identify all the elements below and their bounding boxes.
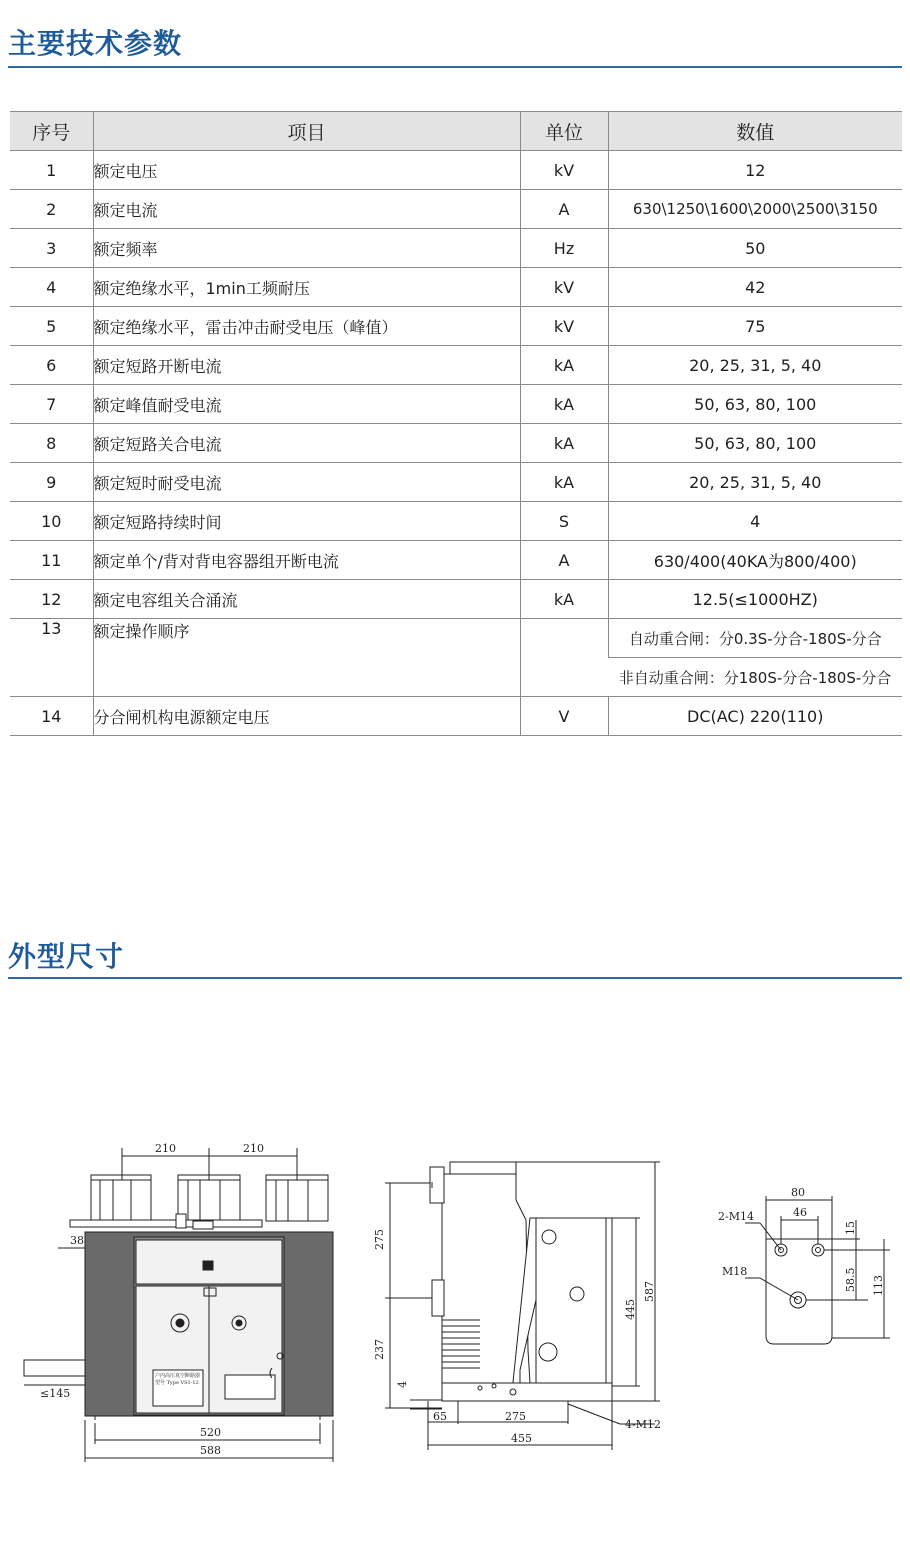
cell-no: 3 bbox=[10, 229, 93, 268]
dim-275-vertical: 275 bbox=[373, 1229, 386, 1250]
table-row bbox=[10, 385, 902, 424]
cell-value: 20, 25, 31, 5, 40 bbox=[608, 346, 902, 385]
header-item: 项目 bbox=[93, 112, 520, 151]
dim-65: 65 bbox=[433, 1410, 447, 1423]
spec-table bbox=[10, 111, 902, 736]
cell-unit: Hz bbox=[520, 229, 608, 268]
section-title-dimensions: 外型尺寸 bbox=[8, 940, 125, 973]
label-2-m14: 2-M14 bbox=[718, 1210, 754, 1223]
cell-unit: kV bbox=[520, 307, 608, 346]
cell-unit: kA bbox=[520, 346, 608, 385]
cell-item: 额定峰值耐受电流 bbox=[93, 385, 520, 424]
terminal-detail bbox=[718, 1186, 890, 1344]
table-row bbox=[10, 151, 902, 190]
cell-no: 4 bbox=[10, 268, 93, 307]
dim-587: 587 bbox=[643, 1281, 656, 1302]
cell-item: 额定单个/背对背电容器组开断电流 bbox=[93, 541, 520, 580]
table-row bbox=[10, 463, 902, 502]
panel-label-type: 户内高压真空断路器 bbox=[155, 1373, 201, 1379]
cell-unit: kA bbox=[520, 385, 608, 424]
dim-15: 15 bbox=[844, 1221, 857, 1235]
header-value: 数值 bbox=[608, 112, 902, 151]
cell-no: 6 bbox=[10, 346, 93, 385]
cell-no: 11 bbox=[10, 541, 93, 580]
dim-237: 237 bbox=[373, 1339, 386, 1360]
label-m18: M18 bbox=[722, 1265, 748, 1278]
cell-no: 14 bbox=[10, 697, 93, 736]
dim-455: 455 bbox=[511, 1432, 532, 1445]
cell-no: 10 bbox=[10, 502, 93, 541]
dim-58-5: 58.5 bbox=[844, 1267, 857, 1292]
dim-113: 113 bbox=[872, 1275, 885, 1296]
table-row bbox=[10, 424, 902, 463]
cell-item: 分合闸机构电源额定电压 bbox=[93, 697, 520, 736]
cell-item: 额定操作顺序 bbox=[93, 619, 520, 697]
cell-unit bbox=[520, 619, 608, 697]
table-row bbox=[10, 697, 902, 736]
cell-value: DC(AC) 220(110) bbox=[608, 697, 902, 736]
cell-value: 4 bbox=[608, 502, 902, 541]
dim-588: 588 bbox=[200, 1444, 221, 1457]
cell-item: 额定绝缘水平，1min工频耐压 bbox=[93, 268, 520, 307]
cell-value: 50, 63, 80, 100 bbox=[608, 385, 902, 424]
cell-value: 630/400(40KA为800/400) bbox=[608, 541, 902, 580]
cell-no: 5 bbox=[10, 307, 93, 346]
label-4-m12: 4-M12 bbox=[625, 1418, 661, 1431]
cell-value: 75 bbox=[608, 307, 902, 346]
cell-value: 50 bbox=[608, 229, 902, 268]
dim-210-left: 210 bbox=[155, 1142, 176, 1155]
cell-no: 7 bbox=[10, 385, 93, 424]
cell-unit: S bbox=[520, 502, 608, 541]
cell-item: 额定短路持续时间 bbox=[93, 502, 520, 541]
table-row bbox=[10, 190, 902, 229]
dim-38: 38 bbox=[70, 1234, 84, 1247]
table-row bbox=[10, 619, 902, 658]
dimension-drawing bbox=[0, 1120, 910, 1540]
cell-no: 8 bbox=[10, 424, 93, 463]
dim-46: 46 bbox=[793, 1206, 807, 1219]
cell-item: 额定电容组关合涌流 bbox=[93, 580, 520, 619]
dim-210-right: 210 bbox=[243, 1142, 264, 1155]
table-row bbox=[10, 307, 902, 346]
cell-value-nonauto-reclose: 非自动重合闸：分180S-分合-180S-分合 bbox=[608, 658, 902, 697]
table-row bbox=[10, 268, 902, 307]
table-header-row bbox=[10, 112, 902, 151]
dim-445: 445 bbox=[624, 1299, 637, 1320]
section-rule-dimensions bbox=[8, 977, 902, 979]
cell-unit: kA bbox=[520, 463, 608, 502]
table-row bbox=[10, 502, 902, 541]
cell-item: 额定短路开断电流 bbox=[93, 346, 520, 385]
cell-unit: A bbox=[520, 190, 608, 229]
dim-80: 80 bbox=[791, 1186, 805, 1199]
header-no: 序号 bbox=[10, 112, 93, 151]
table-row bbox=[10, 541, 902, 580]
section-title-params: 主要技术参数 bbox=[8, 27, 183, 60]
dim-145: ≤145 bbox=[40, 1387, 71, 1400]
panel-label-model: 型号 Type VS1-12 bbox=[155, 1380, 199, 1386]
cell-no: 13 bbox=[10, 619, 93, 697]
cell-no: 2 bbox=[10, 190, 93, 229]
cell-unit: kV bbox=[520, 268, 608, 307]
cell-unit: A bbox=[520, 541, 608, 580]
cell-value: 12 bbox=[608, 151, 902, 190]
cell-no: 12 bbox=[10, 580, 93, 619]
cell-unit: kA bbox=[520, 424, 608, 463]
dim-4: 4 bbox=[396, 1381, 409, 1388]
cell-item: 额定电流 bbox=[93, 190, 520, 229]
cell-item: 额定电压 bbox=[93, 151, 520, 190]
side-view bbox=[373, 1162, 661, 1450]
cell-no: 9 bbox=[10, 463, 93, 502]
cell-item: 额定短路关合电流 bbox=[93, 424, 520, 463]
cell-value: 12.5(≤1000HZ) bbox=[608, 580, 902, 619]
cell-value: 630\1250\1600\2000\2500\3150 bbox=[608, 190, 902, 229]
cell-value: 42 bbox=[608, 268, 902, 307]
dim-520: 520 bbox=[200, 1426, 221, 1439]
table-row bbox=[10, 346, 902, 385]
front-view bbox=[24, 1142, 333, 1462]
table-row bbox=[10, 229, 902, 268]
table-row bbox=[10, 580, 902, 619]
cell-item: 额定短时耐受电流 bbox=[93, 463, 520, 502]
cell-no: 1 bbox=[10, 151, 93, 190]
dim-275-horizontal: 275 bbox=[505, 1410, 526, 1423]
header-unit: 单位 bbox=[520, 112, 608, 151]
cell-item: 额定绝缘水平，雷击冲击耐受电压（峰值） bbox=[93, 307, 520, 346]
cell-unit: kV bbox=[520, 151, 608, 190]
cell-unit: kA bbox=[520, 580, 608, 619]
cell-item: 额定频率 bbox=[93, 229, 520, 268]
cell-value-auto-reclose: 自动重合闸：分0.3S-分合-180S-分合 bbox=[608, 619, 902, 658]
section-rule-params bbox=[8, 66, 902, 68]
cell-value: 20, 25, 31, 5, 40 bbox=[608, 463, 902, 502]
cell-unit: V bbox=[520, 697, 608, 736]
cell-value: 50, 63, 80, 100 bbox=[608, 424, 902, 463]
